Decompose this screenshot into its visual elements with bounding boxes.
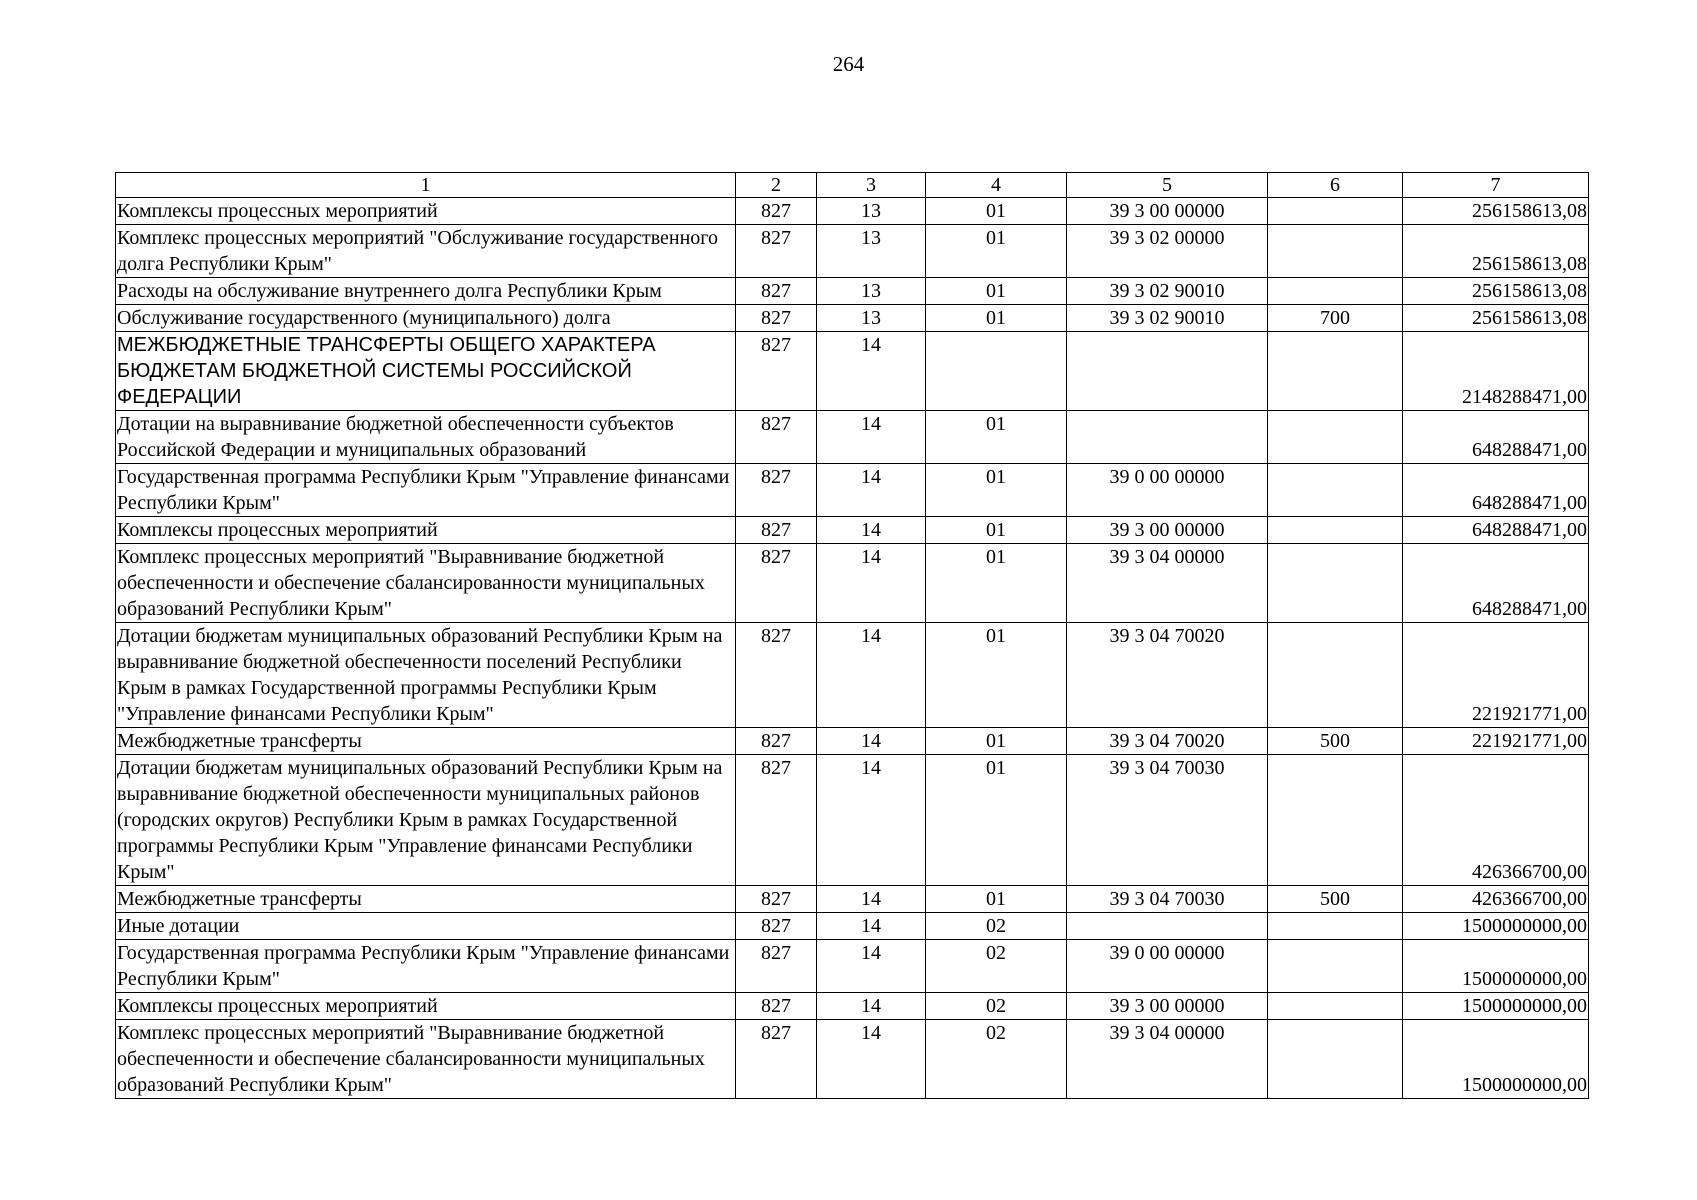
- row-expense-type-cell: [1268, 913, 1403, 940]
- row-subsection-cell: 02: [926, 913, 1067, 940]
- row-amount-cell: 648288471,00: [1403, 517, 1589, 544]
- row-section-cell: 14: [817, 411, 926, 464]
- table-row: [116, 623, 1589, 728]
- row-code-cell: 827: [736, 728, 817, 755]
- row-target-article-cell: 39 3 00 00000: [1067, 517, 1268, 544]
- row-name-cell: Комплексы процессных мероприятий: [116, 993, 736, 1020]
- row-target-article-cell: 39 3 02 90010: [1067, 305, 1268, 332]
- row-subsection-cell: 01: [926, 225, 1067, 278]
- page-number: 264: [832, 52, 865, 76]
- row-target-article-cell: [1067, 411, 1268, 464]
- row-subsection-cell: 02: [926, 940, 1067, 993]
- row-code-cell: 827: [736, 464, 817, 517]
- row-code-cell: 827: [736, 305, 817, 332]
- budget-table: [115, 172, 1589, 1099]
- row-subsection-cell: 01: [926, 411, 1067, 464]
- row-section-cell: 14: [817, 886, 926, 913]
- row-name-cell: Межбюджетные трансферты: [116, 728, 736, 755]
- row-subsection-cell: 01: [926, 544, 1067, 623]
- row-section-cell: 14: [817, 940, 926, 993]
- row-expense-type-cell: [1268, 517, 1403, 544]
- row-expense-type-cell: [1268, 623, 1403, 728]
- row-target-article-cell: 39 3 04 70020: [1067, 623, 1268, 728]
- column-header: 4: [926, 173, 1067, 198]
- row-section-cell: 14: [817, 755, 926, 886]
- table-row: [116, 278, 1589, 305]
- table-row: [116, 411, 1589, 464]
- table-row: [116, 544, 1589, 623]
- row-name-cell: Комплексы процессных мероприятий: [116, 198, 736, 225]
- row-amount-cell: 1500000000,00: [1403, 1020, 1589, 1099]
- row-target-article-cell: 39 3 04 00000: [1067, 544, 1268, 623]
- row-section-cell: 14: [817, 623, 926, 728]
- row-amount-cell: 256158613,08: [1403, 225, 1589, 278]
- row-subsection-cell: 02: [926, 993, 1067, 1020]
- row-target-article-cell: [1067, 332, 1268, 411]
- table-row: [116, 940, 1589, 993]
- row-amount-cell: 2148288471,00: [1403, 332, 1589, 411]
- table-row: [116, 464, 1589, 517]
- row-amount-cell: 256158613,08: [1403, 305, 1589, 332]
- row-code-cell: 827: [736, 755, 817, 886]
- row-name-cell: Дотации на выравнивание бюджетной обеспеченности субъектов Российской Федерации и муниципальных образований: [116, 411, 736, 464]
- row-section-cell: 14: [817, 332, 926, 411]
- row-code-cell: 827: [736, 993, 817, 1020]
- row-amount-cell: 256158613,08: [1403, 278, 1589, 305]
- row-subsection-cell: 02: [926, 1020, 1067, 1099]
- table-row: [116, 755, 1589, 886]
- row-amount-cell: 256158613,08: [1403, 198, 1589, 225]
- row-name-cell: Государственная программа Республики Крым "Управление финансами Республики Крым": [116, 464, 736, 517]
- row-amount-cell: 1500000000,00: [1403, 993, 1589, 1020]
- row-section-cell: 14: [817, 913, 926, 940]
- row-target-article-cell: [1067, 913, 1268, 940]
- row-code-cell: 827: [736, 517, 817, 544]
- row-expense-type-cell: [1268, 332, 1403, 411]
- row-expense-type-cell: [1268, 1020, 1403, 1099]
- row-target-article-cell: 39 3 02 90010: [1067, 278, 1268, 305]
- row-target-article-cell: 39 3 02 00000: [1067, 225, 1268, 278]
- row-code-cell: 827: [736, 225, 817, 278]
- row-expense-type-cell: [1268, 411, 1403, 464]
- row-subsection-cell: 01: [926, 755, 1067, 886]
- row-expense-type-cell: 700: [1268, 305, 1403, 332]
- row-name-cell: Дотации бюджетам муниципальных образований Республики Крым на выравнивание бюджетной обеспеченности муниципальных районов (городских округов) Республики Крым в рамках Государственной программы Республики Крым "Управление финансами Республики Крым": [116, 755, 736, 886]
- row-target-article-cell: 39 3 00 00000: [1067, 198, 1268, 225]
- row-subsection-cell: 01: [926, 886, 1067, 913]
- column-header: 3: [817, 173, 926, 198]
- row-target-article-cell: 39 3 04 00000: [1067, 1020, 1268, 1099]
- row-name-cell: Межбюджетные трансферты: [116, 886, 736, 913]
- row-section-cell: 13: [817, 305, 926, 332]
- table-row: [116, 517, 1589, 544]
- table-row: [116, 332, 1589, 411]
- column-header: 1: [116, 173, 736, 198]
- row-name-cell: Комплекс процессных мероприятий "Выравнивание бюджетной обеспеченности и обеспечение сбалансированности муниципальных образований Республики Крым": [116, 1020, 736, 1099]
- row-section-cell: 14: [817, 1020, 926, 1099]
- row-section-cell: 14: [817, 517, 926, 544]
- row-target-article-cell: 39 3 04 70030: [1067, 755, 1268, 886]
- row-code-cell: 827: [736, 940, 817, 993]
- column-header: 6: [1268, 173, 1403, 198]
- row-name-cell: Комплекс процессных мероприятий "Обслуживание государственного долга Республики Крым": [116, 225, 736, 278]
- row-code-cell: 827: [736, 1020, 817, 1099]
- row-subsection-cell: 01: [926, 198, 1067, 225]
- row-code-cell: 827: [736, 623, 817, 728]
- row-amount-cell: 648288471,00: [1403, 411, 1589, 464]
- row-target-article-cell: 39 3 04 70020: [1067, 728, 1268, 755]
- row-name-cell: Комплекс процессных мероприятий "Выравнивание бюджетной обеспеченности и обеспечение сбалансированности муниципальных образований Республики Крым": [116, 544, 736, 623]
- row-target-article-cell: 39 0 00 00000: [1067, 940, 1268, 993]
- row-name-cell: Дотации бюджетам муниципальных образований Республики Крым на выравнивание бюджетной обеспеченности поселений Республики Крым в рамках Государственной программы Республики Крым "Управление финансами Республики Крым": [116, 623, 736, 728]
- row-amount-cell: 1500000000,00: [1403, 913, 1589, 940]
- row-section-cell: 14: [817, 993, 926, 1020]
- table-row: [116, 993, 1589, 1020]
- row-subsection-cell: 01: [926, 728, 1067, 755]
- row-expense-type-cell: [1268, 755, 1403, 886]
- row-expense-type-cell: [1268, 225, 1403, 278]
- row-code-cell: 827: [736, 913, 817, 940]
- row-amount-cell: 221921771,00: [1403, 623, 1589, 728]
- row-section-cell: 14: [817, 464, 926, 517]
- row-section-cell: 13: [817, 278, 926, 305]
- table-header-row: [116, 173, 1589, 198]
- column-header: 7: [1403, 173, 1589, 198]
- row-code-cell: 827: [736, 544, 817, 623]
- row-name-cell: Комплексы процессных мероприятий: [116, 517, 736, 544]
- table-row: [116, 1020, 1589, 1099]
- row-amount-cell: 648288471,00: [1403, 544, 1589, 623]
- row-code-cell: 827: [736, 278, 817, 305]
- row-name-cell: Обслуживание государственного (муниципального) долга: [116, 305, 736, 332]
- row-subsection-cell: 01: [926, 305, 1067, 332]
- row-expense-type-cell: [1268, 940, 1403, 993]
- row-expense-type-cell: [1268, 198, 1403, 225]
- row-expense-type-cell: [1268, 544, 1403, 623]
- row-code-cell: 827: [736, 198, 817, 225]
- table-row: [116, 198, 1589, 225]
- row-expense-type-cell: [1268, 464, 1403, 517]
- row-expense-type-cell: 500: [1268, 886, 1403, 913]
- row-expense-type-cell: [1268, 278, 1403, 305]
- row-target-article-cell: 39 3 04 70030: [1067, 886, 1268, 913]
- row-name-cell: Расходы на обслуживание внутреннего долга Республики Крым: [116, 278, 736, 305]
- row-code-cell: 827: [736, 886, 817, 913]
- table-row: [116, 913, 1589, 940]
- table-row: [116, 728, 1589, 755]
- row-section-cell: 14: [817, 728, 926, 755]
- column-header: 2: [736, 173, 817, 198]
- row-amount-cell: 1500000000,00: [1403, 940, 1589, 993]
- row-expense-type-cell: 500: [1268, 728, 1403, 755]
- row-subsection-cell: 01: [926, 517, 1067, 544]
- row-amount-cell: 648288471,00: [1403, 464, 1589, 517]
- table-row: [116, 886, 1589, 913]
- row-expense-type-cell: [1268, 993, 1403, 1020]
- row-target-article-cell: 39 3 00 00000: [1067, 993, 1268, 1020]
- column-header: 5: [1067, 173, 1268, 198]
- row-section-cell: 13: [817, 198, 926, 225]
- table-row: [116, 225, 1589, 278]
- row-code-cell: 827: [736, 411, 817, 464]
- row-section-cell: 13: [817, 225, 926, 278]
- table-row: [116, 305, 1589, 332]
- row-target-article-cell: 39 0 00 00000: [1067, 464, 1268, 517]
- row-subsection-cell: [926, 332, 1067, 411]
- row-name-cell: МЕЖБЮДЖЕТНЫЕ ТРАНСФЕРТЫ ОБЩЕГО ХАРАКТЕРА БЮДЖЕТАМ БЮДЖЕТНОЙ СИСТЕМЫ РОССИЙСКОЙ ФЕДЕРАЦИИ: [116, 332, 736, 411]
- row-amount-cell: 426366700,00: [1403, 755, 1589, 886]
- row-name-cell: Иные дотации: [116, 913, 736, 940]
- row-subsection-cell: 01: [926, 464, 1067, 517]
- row-subsection-cell: 01: [926, 278, 1067, 305]
- row-subsection-cell: 01: [926, 623, 1067, 728]
- row-name-cell: Государственная программа Республики Крым "Управление финансами Республики Крым": [116, 940, 736, 993]
- row-amount-cell: 426366700,00: [1403, 886, 1589, 913]
- row-section-cell: 14: [817, 544, 926, 623]
- row-amount-cell: 221921771,00: [1403, 728, 1589, 755]
- row-code-cell: 827: [736, 332, 817, 411]
